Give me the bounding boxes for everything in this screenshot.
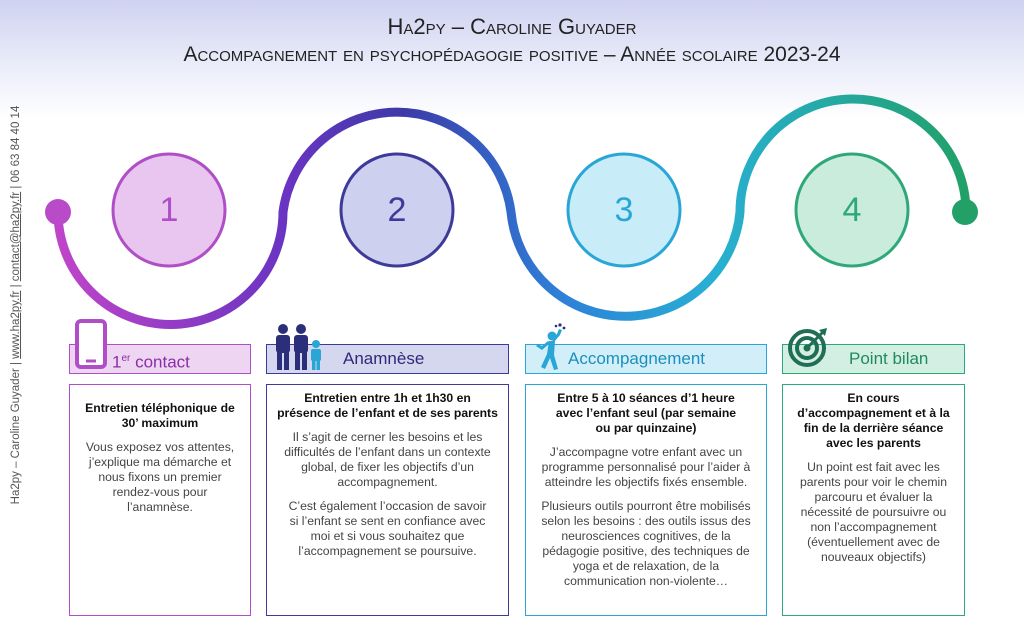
step-3-card (525, 384, 767, 616)
step-4-paragraph-1: Un point est fait avec les parents pour voir le chemin parcouru et évaluer la nécessité de poursuivre ou non l’accompagnement (éventuellement avec de nouveaux objectifs) (800, 460, 947, 564)
step-3-number: 3 (614, 191, 634, 229)
step-2-card (266, 384, 509, 616)
family-icon (270, 324, 326, 372)
side-phone: | 06 63 84 40 14 (10, 105, 22, 192)
step-3-paragraph-2: Plusieurs outils pourront être mobilisés selon les besoins : des outils issus des neurosciences cognitives, de la pédagogie positive, des techniques de yoga et de relaxation, de la communication non-violente… (541, 499, 751, 588)
step-1-paragraph-1: Vous exposez vos attentes, j’explique ma démarche et nous fixons un premier rendez-vous pour l’anamnèse. (85, 440, 235, 514)
step-2-title: Anamnèse (343, 349, 425, 368)
step-4-number: 4 (842, 191, 862, 229)
step-1-heading: Entretien téléphonique de 30’ maximum (85, 401, 235, 430)
step-3-heading: Entre 5 à 10 séances d’1 heure avec l’enfant seul (par semaine ou par quinzaine) (555, 391, 737, 435)
side-email-link[interactable]: contact@ha2py.fr (10, 191, 22, 282)
target-icon (787, 326, 829, 368)
side-separator: | (10, 281, 22, 291)
step-1-card (69, 384, 251, 616)
step-4-card (782, 384, 965, 616)
side-name: Ha2py – Caroline Guyader | (10, 358, 22, 505)
step-4-heading: En cours d’accompagnement et à la fin de la derrière séance avec les parents (797, 391, 950, 450)
header-title: Ha2py – Caroline Guyader (387, 14, 637, 39)
step-1-title: 1er contact (112, 352, 190, 372)
step-4-title: Point bilan (849, 349, 929, 368)
phone-icon (74, 318, 108, 370)
success-person-icon (530, 322, 566, 372)
step-3-paragraph-1: J’accompagne votre enfant avec un programme personnalisé pour l’aider à atteindre les objectifs fixés ensemble. (541, 445, 751, 489)
step-3-title: Accompagnement (568, 349, 706, 368)
step-2-paragraph-1: Il s’agit de cerner les besoins et les difficultés de l’enfant dans un contexte global, de fixer les objectifs d’un accompagnement. (284, 430, 491, 489)
step-1-number: 1 (159, 191, 179, 229)
side-website-link[interactable]: www.ha2py.fr (10, 290, 22, 359)
header-subtitle: Accompagnement en psychopédagogie positive – Année scolaire 2023-24 (183, 43, 841, 66)
step-2-heading: Entretien entre 1h et 1h30 en présence de l’enfant et de ses parents (277, 391, 498, 420)
step-2-paragraph-2: C’est également l’occasion de savoir si l’enfant se sent en confiance avec moi et si vous souhaitez que l’accompagnement se poursuive. (288, 499, 487, 558)
step-2-number: 2 (387, 191, 407, 229)
